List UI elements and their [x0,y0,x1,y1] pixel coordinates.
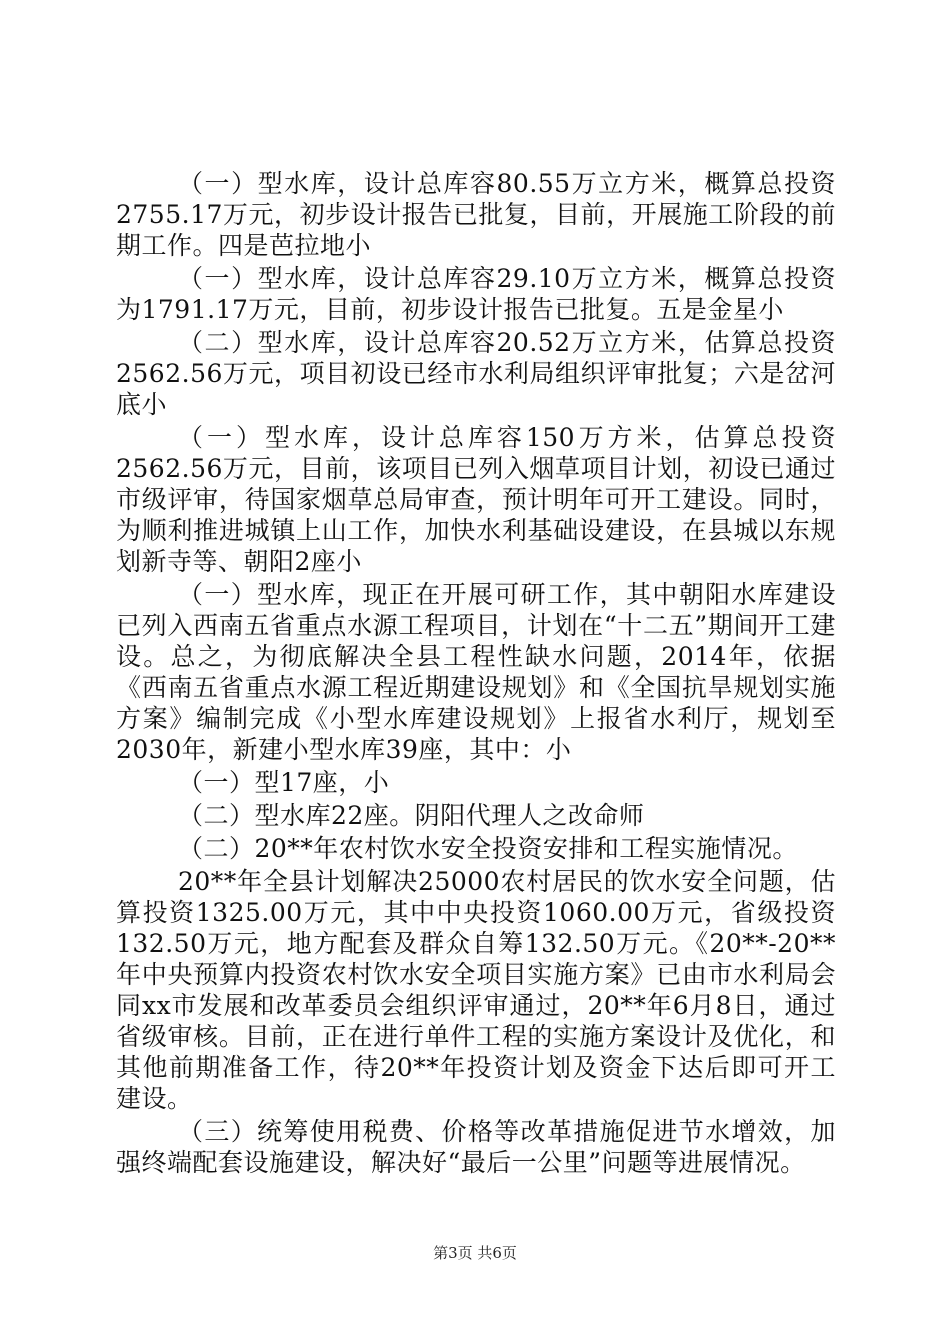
paragraph: （一）型水库，设计总库容80.55万立方米，概算总投资2755.17万元，初步设计报告已批复，目前，开展施工阶段的前期工作。四是芭拉地小 [116,169,836,260]
paragraph: （一）型水库，现正在开展可研工作，其中朝阳水库建设已列入西南五省重点水源工程项目，计划在“十二五”期间开工建设。总之，为彻底解决全县工程性缺水问题，2014年，依据《西南五省重点水源工程近期建设规划》和《全国抗旱规划实施方案》编制完成《小型水库建设规划》上报省水利厅，规划至2030年，新建小型水库39座，其中：小 [116,580,836,764]
page-footer [0,1242,950,1263]
paragraph: （二）型水库，设计总库容20.52万立方米，估算总投资2562.56万元，项目初设已经市水利局组织评审批复；六是岔河底小 [116,328,836,419]
paragraph: 20**年全县计划解决25000农村居民的饮水安全问题，估算投资1325.00万元，其中中央投资1060.00万元，省级投资132.50万元，地方配套及群众自筹132.50万元。《20**-20**年中央预算内投资农村饮水安全项目实施方案》已由市水利局会同xx市发展和改革委员会组织评审通过，20**年6月8日，通过省级审核。目前，正在进行单件工程的实施方案设计及优化，和其他前期准备工作，待20**年投资计划及资金下达后即可开工建设。 [116,867,836,1113]
paragraph: （三）统筹使用税费、价格等改革措施促进节水增效，加强终端配套设施建设，解决好“最后一公里”问题等进展情况。 [116,1117,836,1177]
page-number-label: 第3页 共6页 [433,1244,517,1262]
paragraph: （二）型水库22座。阴阳代理人之改命师 [178,801,645,830]
document-body [116,168,836,1178]
paragraph: （一）型水库，设计总库容29.10万立方米，概算总投资为1791.17万元，目前，初步设计报告已批复。五是金星小 [116,264,836,324]
paragraph: （一）型水库，设计总库容150万方米，估算总投资2562.56万元，目前，该项目已列入烟草项目计划，初设已通过市级评审，待国家烟草总局审查，预计明年可开工建设。同时，为顺利推进城镇上山工作，加快水利基础设建设，在县城以东规划新寺等、朝阳2座小 [116,423,836,576]
paragraph: （二）20**年农村饮水安全投资安排和工程实施情况。 [178,834,798,863]
paragraph: （一）型17座，小 [178,768,390,797]
